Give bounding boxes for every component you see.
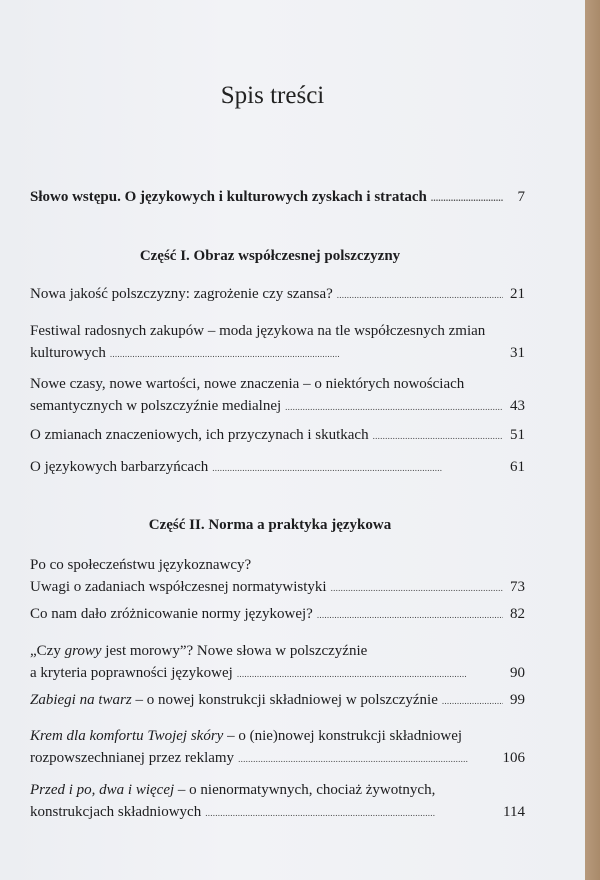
toc-page-number: 90	[510, 665, 525, 681]
toc-entry-text: Słowo wstępu. O językowych i kulturowych zyskach i stratach	[30, 189, 427, 205]
toc-entry	[30, 456, 525, 479]
toc-entry-text: Festiwal radosnych zakupów – moda językowa na tle współczesnych zmian	[30, 323, 486, 339]
leader-dots	[317, 603, 503, 626]
leader-dots	[337, 283, 503, 306]
toc-page-number: 114	[503, 804, 525, 820]
toc-text-part: – o nienormatywnych, chociaż żywotnych,	[174, 782, 436, 798]
toc-page-number: 106	[502, 750, 525, 766]
toc-entry-text: Nowe czasy, nowe wartości, nowe znaczenia – o niektórych nowościach	[30, 376, 465, 392]
toc-text-part: „Czy	[30, 643, 65, 659]
toc-page-number: 73	[510, 579, 525, 595]
toc-page-number: 7	[517, 189, 525, 205]
toc-entry	[30, 320, 525, 365]
toc-text-italic: growy	[64, 643, 102, 659]
toc-page-number: 61	[510, 459, 525, 475]
toc-text-italic: Przed i po, dwa i więcej	[30, 782, 175, 798]
toc-text-part: jest morowy”? Nowe słowa w polszczyźnie	[101, 643, 368, 659]
page-edge	[585, 0, 600, 880]
toc-entry	[30, 725, 525, 770]
part2-heading: Część II. Norma a praktyka językowa	[148, 517, 392, 533]
toc-entry-text: Uwagi o zadaniach współczesnej normatywistyki	[30, 579, 327, 595]
toc-entry-text	[30, 640, 525, 662]
toc-text-italic: Krem dla komfortu Twojej skóry	[30, 728, 224, 744]
toc-page-number: 43	[510, 398, 525, 414]
toc-page-number: 51	[510, 427, 525, 443]
toc-entry-text	[30, 725, 525, 747]
leader-dots	[331, 576, 503, 599]
leader-dots	[212, 456, 503, 479]
leader-dots	[237, 662, 503, 685]
toc-entry-text: Co nam dało zróżnicowanie normy językowej?	[30, 606, 313, 622]
leader-dots	[431, 186, 503, 209]
toc-page-number: 82	[510, 606, 525, 622]
toc-entry-text: O językowych barbarzyńcach	[30, 459, 209, 475]
toc-entry-text: O zmianach znaczeniowych, ich przyczynach i skutkach	[30, 427, 369, 443]
leader-dots	[285, 395, 503, 418]
leader-dots	[110, 342, 503, 365]
toc-entry-text: rozpowszechnianej przez reklamy	[30, 750, 235, 766]
toc-page-number: 21	[510, 286, 525, 302]
toc-entry	[30, 640, 525, 685]
toc-entry	[30, 424, 525, 447]
toc-entry-text: a kryteria poprawności językowej	[30, 665, 233, 681]
toc-entry	[30, 779, 525, 824]
part1-heading: Część I. Obraz współczesnej polszczyzny	[139, 248, 401, 264]
page-title: Spis treści	[220, 82, 325, 109]
toc-text-part: – o nowej konstrukcji składniowej w polszczyźnie	[131, 692, 438, 708]
leader-dots	[373, 424, 503, 447]
toc-entry-text: konstrukcjach składniowych	[30, 804, 202, 820]
toc-text-part: – o (nie)nowej konstrukcji składniowej	[223, 728, 463, 744]
toc-entry	[30, 554, 525, 599]
leader-dots	[205, 801, 499, 824]
toc-entry	[30, 283, 525, 306]
leader-dots	[442, 689, 503, 712]
leader-dots	[238, 747, 498, 770]
toc-entry-intro	[30, 186, 525, 209]
toc-entry-text: kulturowych	[30, 345, 106, 361]
toc-entry-text: Po co społeczeństwu językoznawcy?	[30, 557, 252, 573]
toc-entry	[30, 603, 525, 626]
toc-entry-text: Nowa jakość polszczyzny: zagrożenie czy szansa?	[30, 286, 333, 302]
toc-entry	[30, 689, 525, 712]
toc-entry-text	[30, 779, 525, 801]
toc-page-number: 31	[510, 345, 525, 361]
toc-text-italic: Zabiegi na twarz	[30, 692, 132, 708]
toc-entry	[30, 373, 525, 418]
toc-page-number: 99	[510, 692, 525, 708]
toc-entry-text: semantycznych w polszczyźnie medialnej	[30, 398, 282, 414]
